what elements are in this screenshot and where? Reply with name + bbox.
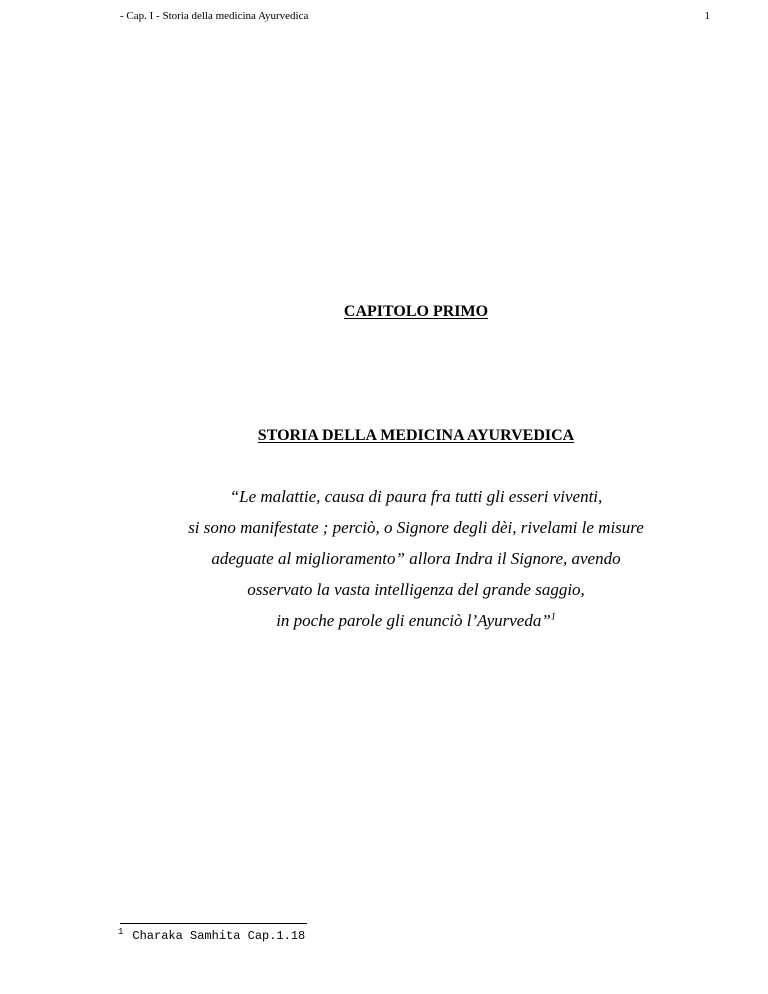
page-number: 1	[704, 10, 710, 22]
chapter-title: CAPITOLO PRIMO	[343, 303, 489, 320]
footnote-reference[interactable]: 1	[550, 611, 556, 623]
epigraph-line: adeguate al miglioramento” allora Indra il Signore, avendo	[211, 549, 621, 568]
running-header: - Cap. I - Storia della medicina Ayurvedica	[120, 10, 309, 22]
footnote-text: Charaka Samhita Cap.1.18	[132, 929, 306, 943]
epigraph-line: in poche parole gli enunciò l’Ayurveda”	[276, 611, 551, 630]
footnote-separator	[120, 923, 307, 924]
epigraph-last-line	[0, 611, 768, 642]
epigraph-line: si sono manifestate ; perciò, o Signore degli dèi, rivelami le misure	[188, 518, 644, 537]
section-title: STORIA DELLA MEDICINA AYURVEDICA	[257, 427, 575, 444]
footnote-mark: 1	[118, 927, 124, 937]
epigraph-quote	[0, 487, 768, 642]
epigraph-line: “Le malattie, causa di paura fra tutti gli esseri viventi,	[229, 487, 603, 506]
footnote	[118, 929, 305, 944]
epigraph-line: osservato la vasta intelligenza del grande saggio,	[247, 580, 585, 599]
